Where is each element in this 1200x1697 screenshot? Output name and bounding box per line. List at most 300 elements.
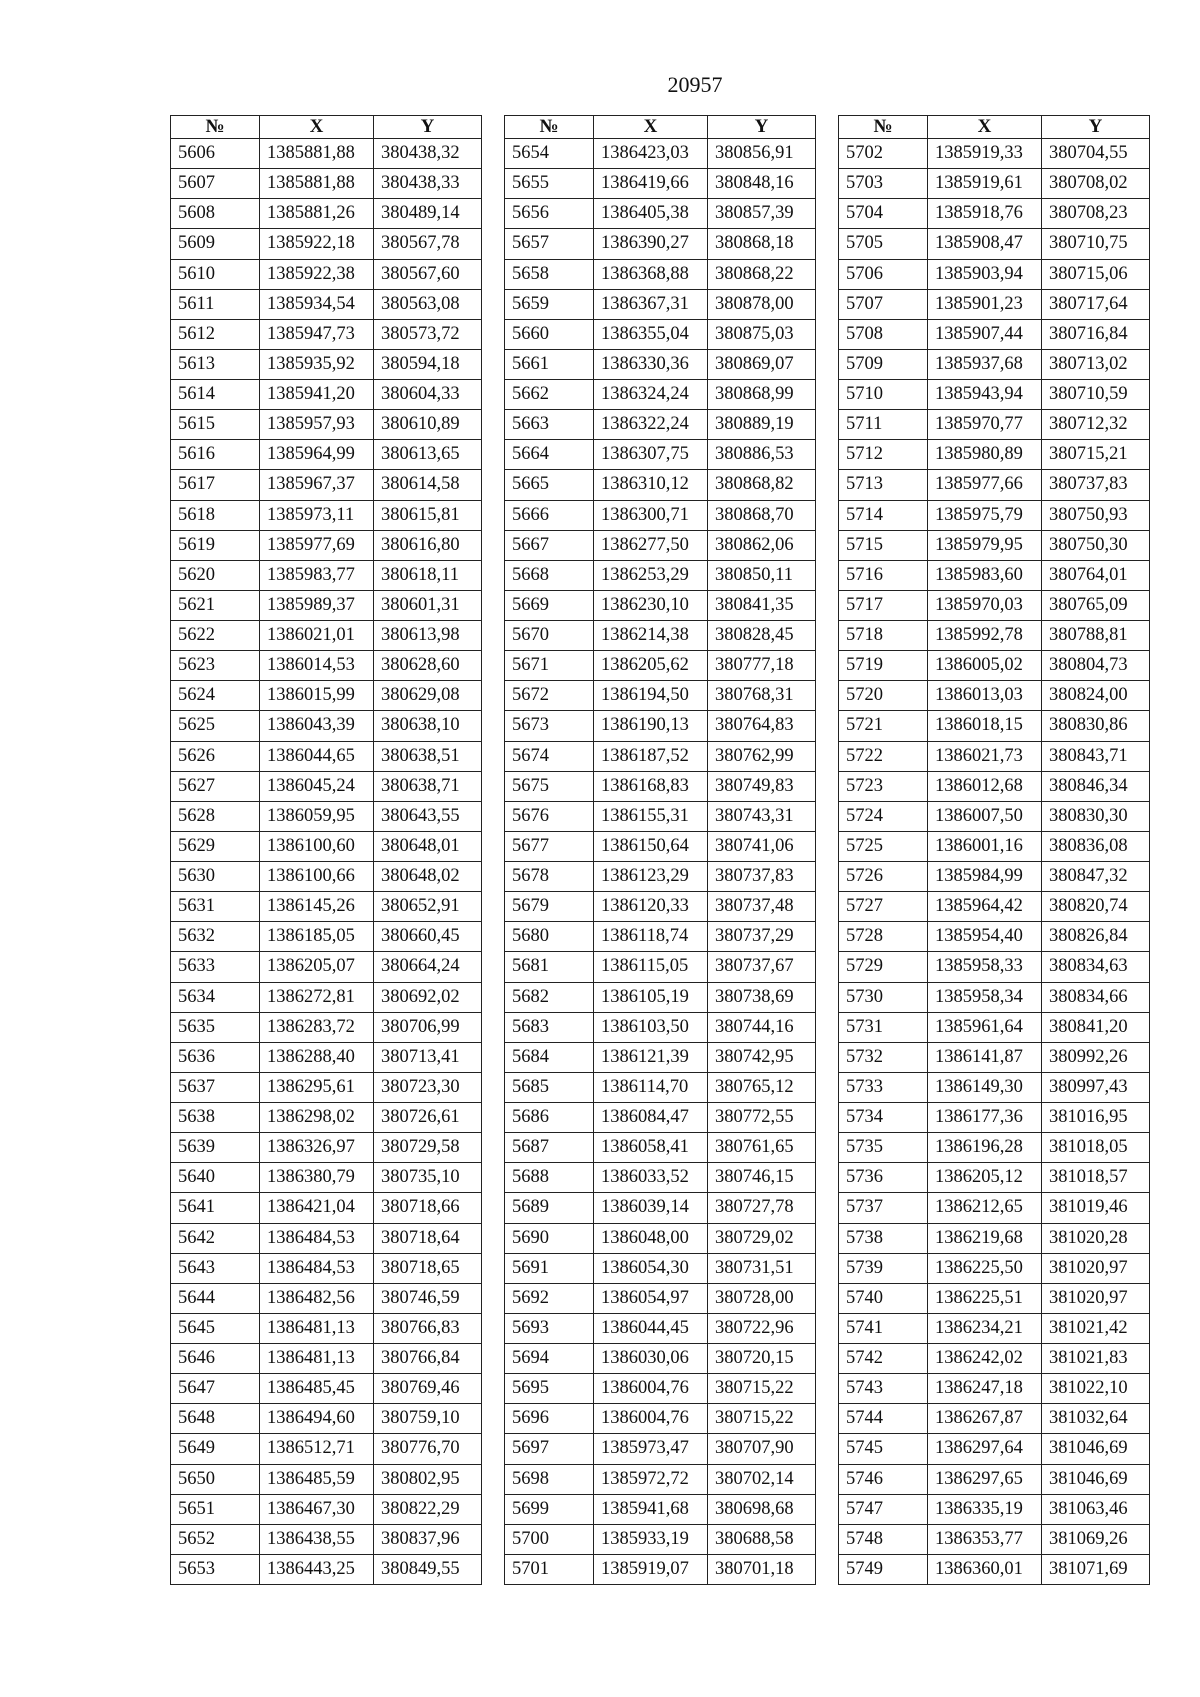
cell-x: 1385941,68 bbox=[594, 1494, 708, 1524]
table-row bbox=[171, 952, 482, 982]
table-row bbox=[505, 349, 816, 379]
cell-number: 5681 bbox=[505, 952, 594, 982]
cell-y: 380742,95 bbox=[708, 1042, 816, 1072]
table-row bbox=[505, 1344, 816, 1374]
cell-number: 5655 bbox=[505, 169, 594, 199]
coordinate-table-2 bbox=[504, 115, 816, 1585]
cell-y: 380750,93 bbox=[1042, 500, 1150, 530]
cell-y: 380868,22 bbox=[708, 259, 816, 289]
cell-y: 380769,46 bbox=[374, 1374, 482, 1404]
cell-number: 5621 bbox=[171, 590, 260, 620]
cell-number: 5696 bbox=[505, 1404, 594, 1434]
cell-number: 5713 bbox=[839, 470, 928, 500]
cell-number: 5718 bbox=[839, 621, 928, 651]
table-row bbox=[171, 1404, 482, 1434]
cell-x: 1386421,04 bbox=[260, 1193, 374, 1223]
cell-number: 5666 bbox=[505, 500, 594, 530]
cell-y: 380737,83 bbox=[1042, 470, 1150, 500]
cell-x: 1385979,95 bbox=[928, 530, 1042, 560]
table-row bbox=[839, 862, 1150, 892]
cell-number: 5661 bbox=[505, 349, 594, 379]
cell-number: 5695 bbox=[505, 1374, 594, 1404]
cell-y: 380610,89 bbox=[374, 410, 482, 440]
cell-x: 1386310,12 bbox=[594, 470, 708, 500]
table-row bbox=[171, 771, 482, 801]
table-row bbox=[839, 259, 1150, 289]
table-row bbox=[839, 1404, 1150, 1434]
cell-y: 380841,35 bbox=[708, 590, 816, 620]
cell-y: 380618,11 bbox=[374, 560, 482, 590]
table-row bbox=[505, 199, 816, 229]
table-row bbox=[505, 1223, 816, 1253]
cell-number: 5630 bbox=[171, 862, 260, 892]
cell-y: 380849,55 bbox=[374, 1554, 482, 1584]
cell-y: 380708,23 bbox=[1042, 199, 1150, 229]
cell-y: 380715,06 bbox=[1042, 259, 1150, 289]
cell-y: 381021,42 bbox=[1042, 1313, 1150, 1343]
cell-number: 5700 bbox=[505, 1524, 594, 1554]
cell-x: 1386360,01 bbox=[928, 1554, 1042, 1584]
table-row bbox=[171, 922, 482, 952]
cell-number: 5648 bbox=[171, 1404, 260, 1434]
cell-number: 5712 bbox=[839, 440, 928, 470]
cell-x: 1386021,73 bbox=[928, 741, 1042, 771]
table-row bbox=[839, 892, 1150, 922]
cell-x: 1386155,31 bbox=[594, 801, 708, 831]
cell-x: 1386004,76 bbox=[594, 1404, 708, 1434]
header-y: Y bbox=[708, 116, 816, 139]
cell-y: 380868,70 bbox=[708, 500, 816, 530]
table-row bbox=[171, 139, 482, 169]
table-row bbox=[171, 1434, 482, 1464]
cell-x: 1386100,60 bbox=[260, 831, 374, 861]
cell-y: 380615,81 bbox=[374, 500, 482, 530]
cell-x: 1386485,59 bbox=[260, 1464, 374, 1494]
cell-y: 380737,83 bbox=[708, 862, 816, 892]
table-row bbox=[839, 1464, 1150, 1494]
cell-y: 380567,60 bbox=[374, 259, 482, 289]
cell-number: 5722 bbox=[839, 741, 928, 771]
cell-y: 380846,34 bbox=[1042, 771, 1150, 801]
table-row bbox=[839, 1103, 1150, 1133]
cell-y: 380746,15 bbox=[708, 1163, 816, 1193]
table-row bbox=[839, 741, 1150, 771]
cell-number: 5652 bbox=[171, 1524, 260, 1554]
table-row bbox=[171, 259, 482, 289]
cell-number: 5657 bbox=[505, 229, 594, 259]
table-row bbox=[505, 560, 816, 590]
table-row bbox=[505, 1012, 816, 1042]
cell-x: 1386033,52 bbox=[594, 1163, 708, 1193]
table-row bbox=[171, 1133, 482, 1163]
cell-y: 380727,78 bbox=[708, 1193, 816, 1223]
cell-number: 5606 bbox=[171, 139, 260, 169]
cell-x: 1386168,83 bbox=[594, 771, 708, 801]
cell-y: 380997,43 bbox=[1042, 1072, 1150, 1102]
cell-number: 5709 bbox=[839, 349, 928, 379]
cell-y: 380777,18 bbox=[708, 651, 816, 681]
cell-number: 5743 bbox=[839, 1374, 928, 1404]
cell-y: 380698,68 bbox=[708, 1494, 816, 1524]
cell-number: 5624 bbox=[171, 681, 260, 711]
table-row bbox=[839, 530, 1150, 560]
table-row bbox=[839, 199, 1150, 229]
table-row bbox=[505, 831, 816, 861]
cell-x: 1386004,76 bbox=[594, 1374, 708, 1404]
table-row bbox=[171, 651, 482, 681]
cell-number: 5693 bbox=[505, 1313, 594, 1343]
cell-y: 380692,02 bbox=[374, 982, 482, 1012]
cell-x: 1386021,01 bbox=[260, 621, 374, 651]
header-number: № bbox=[505, 116, 594, 139]
table-row bbox=[171, 1494, 482, 1524]
cell-number: 5702 bbox=[839, 139, 928, 169]
cell-x: 1386044,45 bbox=[594, 1313, 708, 1343]
cell-x: 1385970,77 bbox=[928, 410, 1042, 440]
cell-number: 5699 bbox=[505, 1494, 594, 1524]
table-row bbox=[171, 892, 482, 922]
cell-y: 380702,14 bbox=[708, 1464, 816, 1494]
table-row bbox=[171, 1193, 482, 1223]
table-row bbox=[839, 1524, 1150, 1554]
cell-number: 5710 bbox=[839, 380, 928, 410]
cell-x: 1385970,03 bbox=[928, 590, 1042, 620]
cell-x: 1386438,55 bbox=[260, 1524, 374, 1554]
table-row bbox=[839, 500, 1150, 530]
cell-number: 5638 bbox=[171, 1103, 260, 1133]
cell-x: 1386045,24 bbox=[260, 771, 374, 801]
cell-x: 1385919,07 bbox=[594, 1554, 708, 1584]
cell-y: 380820,74 bbox=[1042, 892, 1150, 922]
table-row bbox=[839, 952, 1150, 982]
cell-y: 380708,02 bbox=[1042, 169, 1150, 199]
table-row bbox=[839, 229, 1150, 259]
cell-x: 1386205,62 bbox=[594, 651, 708, 681]
table-row bbox=[171, 319, 482, 349]
cell-number: 5609 bbox=[171, 229, 260, 259]
cell-x: 1386044,65 bbox=[260, 741, 374, 771]
table-row bbox=[505, 590, 816, 620]
cell-y: 380573,72 bbox=[374, 319, 482, 349]
cell-number: 5617 bbox=[171, 470, 260, 500]
cell-x: 1385983,77 bbox=[260, 560, 374, 590]
table-row bbox=[505, 1193, 816, 1223]
table-row bbox=[505, 1464, 816, 1494]
cell-x: 1386039,14 bbox=[594, 1193, 708, 1223]
cell-x: 1386150,64 bbox=[594, 831, 708, 861]
cell-number: 5613 bbox=[171, 349, 260, 379]
table-row bbox=[839, 1012, 1150, 1042]
cell-x: 1385881,26 bbox=[260, 199, 374, 229]
cell-y: 380802,95 bbox=[374, 1464, 482, 1494]
cell-y: 380438,32 bbox=[374, 139, 482, 169]
cell-y: 380992,26 bbox=[1042, 1042, 1150, 1072]
cell-number: 5620 bbox=[171, 560, 260, 590]
table-row bbox=[171, 410, 482, 440]
table-row bbox=[839, 139, 1150, 169]
cell-x: 1386001,16 bbox=[928, 831, 1042, 861]
cell-number: 5660 bbox=[505, 319, 594, 349]
cell-x: 1385919,33 bbox=[928, 139, 1042, 169]
cell-y: 380710,75 bbox=[1042, 229, 1150, 259]
cell-x: 1386234,21 bbox=[928, 1313, 1042, 1343]
cell-number: 5723 bbox=[839, 771, 928, 801]
cell-number: 5642 bbox=[171, 1223, 260, 1253]
table-row bbox=[505, 1554, 816, 1584]
cell-x: 1386253,29 bbox=[594, 560, 708, 590]
cell-x: 1385992,78 bbox=[928, 621, 1042, 651]
table-row bbox=[505, 801, 816, 831]
cell-y: 380638,71 bbox=[374, 771, 482, 801]
table-row bbox=[505, 289, 816, 319]
cell-x: 1386419,66 bbox=[594, 169, 708, 199]
cell-number: 5610 bbox=[171, 259, 260, 289]
table-row bbox=[171, 1042, 482, 1072]
cell-number: 5680 bbox=[505, 922, 594, 952]
table-row bbox=[171, 440, 482, 470]
cell-x: 1385935,92 bbox=[260, 349, 374, 379]
cell-x: 1386145,26 bbox=[260, 892, 374, 922]
cell-y: 380834,66 bbox=[1042, 982, 1150, 1012]
table-row bbox=[505, 1283, 816, 1313]
cell-y: 381046,69 bbox=[1042, 1434, 1150, 1464]
table-row bbox=[505, 771, 816, 801]
cell-y: 381018,05 bbox=[1042, 1133, 1150, 1163]
cell-number: 5665 bbox=[505, 470, 594, 500]
cell-x: 1386277,50 bbox=[594, 530, 708, 560]
cell-number: 5729 bbox=[839, 952, 928, 982]
cell-x: 1386100,66 bbox=[260, 862, 374, 892]
cell-y: 380628,60 bbox=[374, 651, 482, 681]
cell-number: 5728 bbox=[839, 922, 928, 952]
cell-y: 380764,01 bbox=[1042, 560, 1150, 590]
cell-y: 380737,67 bbox=[708, 952, 816, 982]
cell-x: 1386084,47 bbox=[594, 1103, 708, 1133]
table-row bbox=[839, 1434, 1150, 1464]
table-row bbox=[839, 289, 1150, 319]
cell-number: 5628 bbox=[171, 801, 260, 831]
cell-x: 1386230,10 bbox=[594, 590, 708, 620]
cell-x: 1386272,81 bbox=[260, 982, 374, 1012]
cell-number: 5727 bbox=[839, 892, 928, 922]
cell-y: 380664,24 bbox=[374, 952, 482, 982]
table-row bbox=[505, 651, 816, 681]
table-row bbox=[839, 349, 1150, 379]
table-row bbox=[839, 801, 1150, 831]
cell-x: 1385922,18 bbox=[260, 229, 374, 259]
cell-number: 5658 bbox=[505, 259, 594, 289]
cell-y: 380604,33 bbox=[374, 380, 482, 410]
table-row bbox=[839, 169, 1150, 199]
cell-number: 5733 bbox=[839, 1072, 928, 1102]
cell-x: 1386212,65 bbox=[928, 1193, 1042, 1223]
cell-number: 5732 bbox=[839, 1042, 928, 1072]
cell-x: 1386105,19 bbox=[594, 982, 708, 1012]
cell-x: 1386335,19 bbox=[928, 1494, 1042, 1524]
cell-y: 380706,99 bbox=[374, 1012, 482, 1042]
cell-number: 5690 bbox=[505, 1223, 594, 1253]
cell-y: 380731,51 bbox=[708, 1253, 816, 1283]
cell-x: 1386194,50 bbox=[594, 681, 708, 711]
cell-x: 1386247,18 bbox=[928, 1374, 1042, 1404]
cell-number: 5708 bbox=[839, 319, 928, 349]
cell-number: 5698 bbox=[505, 1464, 594, 1494]
cell-x: 1386355,04 bbox=[594, 319, 708, 349]
table-row bbox=[839, 590, 1150, 620]
table-row bbox=[839, 1223, 1150, 1253]
table-row bbox=[171, 1374, 482, 1404]
cell-x: 1386225,50 bbox=[928, 1253, 1042, 1283]
table-row bbox=[505, 470, 816, 500]
cell-x: 1386121,39 bbox=[594, 1042, 708, 1072]
cell-x: 1385961,64 bbox=[928, 1012, 1042, 1042]
table-row bbox=[171, 169, 482, 199]
cell-y: 381020,97 bbox=[1042, 1253, 1150, 1283]
cell-x: 1386484,53 bbox=[260, 1253, 374, 1283]
table-row bbox=[839, 831, 1150, 861]
cell-y: 381018,57 bbox=[1042, 1163, 1150, 1193]
table-row bbox=[171, 1313, 482, 1343]
table-row bbox=[505, 922, 816, 952]
cell-number: 5678 bbox=[505, 862, 594, 892]
cell-y: 380834,63 bbox=[1042, 952, 1150, 982]
table-row bbox=[171, 1072, 482, 1102]
cell-x: 1386120,33 bbox=[594, 892, 708, 922]
cell-x: 1385977,69 bbox=[260, 530, 374, 560]
cell-number: 5677 bbox=[505, 831, 594, 861]
cell-x: 1386494,60 bbox=[260, 1404, 374, 1434]
cell-y: 380638,10 bbox=[374, 711, 482, 741]
table-row bbox=[505, 862, 816, 892]
cell-x: 1386012,68 bbox=[928, 771, 1042, 801]
cell-y: 380737,29 bbox=[708, 922, 816, 952]
cell-x: 1385908,47 bbox=[928, 229, 1042, 259]
cell-number: 5737 bbox=[839, 1193, 928, 1223]
cell-x: 1385943,94 bbox=[928, 380, 1042, 410]
cell-x: 1386367,31 bbox=[594, 289, 708, 319]
table-row bbox=[171, 229, 482, 259]
cell-x: 1386114,70 bbox=[594, 1072, 708, 1102]
table-row bbox=[171, 801, 482, 831]
cell-number: 5637 bbox=[171, 1072, 260, 1102]
cell-y: 380746,59 bbox=[374, 1283, 482, 1313]
cell-y: 380729,02 bbox=[708, 1223, 816, 1253]
cell-number: 5731 bbox=[839, 1012, 928, 1042]
cell-y: 380614,58 bbox=[374, 470, 482, 500]
cell-y: 380717,64 bbox=[1042, 289, 1150, 319]
cell-number: 5668 bbox=[505, 560, 594, 590]
cell-number: 5618 bbox=[171, 500, 260, 530]
cell-number: 5726 bbox=[839, 862, 928, 892]
table-row bbox=[171, 349, 482, 379]
cell-x: 1386123,29 bbox=[594, 862, 708, 892]
cell-x: 1386423,03 bbox=[594, 139, 708, 169]
table-row bbox=[505, 410, 816, 440]
table-row bbox=[839, 711, 1150, 741]
cell-x: 1386288,40 bbox=[260, 1042, 374, 1072]
cell-y: 380716,84 bbox=[1042, 319, 1150, 349]
cell-x: 1385918,76 bbox=[928, 199, 1042, 229]
cell-y: 380613,65 bbox=[374, 440, 482, 470]
cell-y: 380660,45 bbox=[374, 922, 482, 952]
cell-y: 380723,30 bbox=[374, 1072, 482, 1102]
cell-y: 380822,29 bbox=[374, 1494, 482, 1524]
cell-x: 1385975,79 bbox=[928, 500, 1042, 530]
cell-y: 381019,46 bbox=[1042, 1193, 1150, 1223]
cell-y: 381021,83 bbox=[1042, 1344, 1150, 1374]
table-row bbox=[505, 1042, 816, 1072]
table-row bbox=[839, 1344, 1150, 1374]
cell-x: 1385964,42 bbox=[928, 892, 1042, 922]
cell-y: 380722,96 bbox=[708, 1313, 816, 1343]
table-row bbox=[505, 530, 816, 560]
table-row bbox=[505, 380, 816, 410]
cell-x: 1385957,93 bbox=[260, 410, 374, 440]
cell-y: 380707,90 bbox=[708, 1434, 816, 1464]
cell-number: 5747 bbox=[839, 1494, 928, 1524]
table-row bbox=[171, 1103, 482, 1133]
cell-number: 5663 bbox=[505, 410, 594, 440]
cell-number: 5612 bbox=[171, 319, 260, 349]
table-row bbox=[505, 229, 816, 259]
cell-number: 5682 bbox=[505, 982, 594, 1012]
table-row bbox=[839, 982, 1150, 1012]
cell-number: 5647 bbox=[171, 1374, 260, 1404]
cell-y: 380857,39 bbox=[708, 199, 816, 229]
cell-y: 380720,15 bbox=[708, 1344, 816, 1374]
table-row bbox=[171, 199, 482, 229]
table-row bbox=[171, 500, 482, 530]
cell-y: 380759,10 bbox=[374, 1404, 482, 1434]
table-row bbox=[839, 771, 1150, 801]
cell-number: 5744 bbox=[839, 1404, 928, 1434]
table-row bbox=[505, 1404, 816, 1434]
table-header-row bbox=[839, 116, 1150, 139]
cell-y: 380766,84 bbox=[374, 1344, 482, 1374]
cell-x: 1386225,51 bbox=[928, 1283, 1042, 1313]
cell-y: 380718,66 bbox=[374, 1193, 482, 1223]
cell-x: 1386330,36 bbox=[594, 349, 708, 379]
cell-x: 1386030,06 bbox=[594, 1344, 708, 1374]
cell-number: 5644 bbox=[171, 1283, 260, 1313]
table-row bbox=[171, 1344, 482, 1374]
cell-x: 1386219,68 bbox=[928, 1223, 1042, 1253]
cell-number: 5719 bbox=[839, 651, 928, 681]
cell-number: 5735 bbox=[839, 1133, 928, 1163]
table-row bbox=[171, 831, 482, 861]
cell-number: 5619 bbox=[171, 530, 260, 560]
table-row bbox=[505, 681, 816, 711]
cell-y: 381020,97 bbox=[1042, 1283, 1150, 1313]
table-row bbox=[171, 1283, 482, 1313]
cell-x: 1386177,36 bbox=[928, 1103, 1042, 1133]
cell-x: 1386283,72 bbox=[260, 1012, 374, 1042]
cell-number: 5615 bbox=[171, 410, 260, 440]
cell-number: 5670 bbox=[505, 621, 594, 651]
cell-number: 5686 bbox=[505, 1103, 594, 1133]
cell-y: 380836,08 bbox=[1042, 831, 1150, 861]
cell-y: 380613,98 bbox=[374, 621, 482, 651]
cell-number: 5627 bbox=[171, 771, 260, 801]
cell-y: 380713,02 bbox=[1042, 349, 1150, 379]
cell-y: 380886,53 bbox=[708, 440, 816, 470]
table-row bbox=[505, 319, 816, 349]
cell-y: 380766,83 bbox=[374, 1313, 482, 1343]
cell-number: 5684 bbox=[505, 1042, 594, 1072]
cell-number: 5745 bbox=[839, 1434, 928, 1464]
header-x: X bbox=[260, 116, 374, 139]
cell-x: 1386118,74 bbox=[594, 922, 708, 952]
